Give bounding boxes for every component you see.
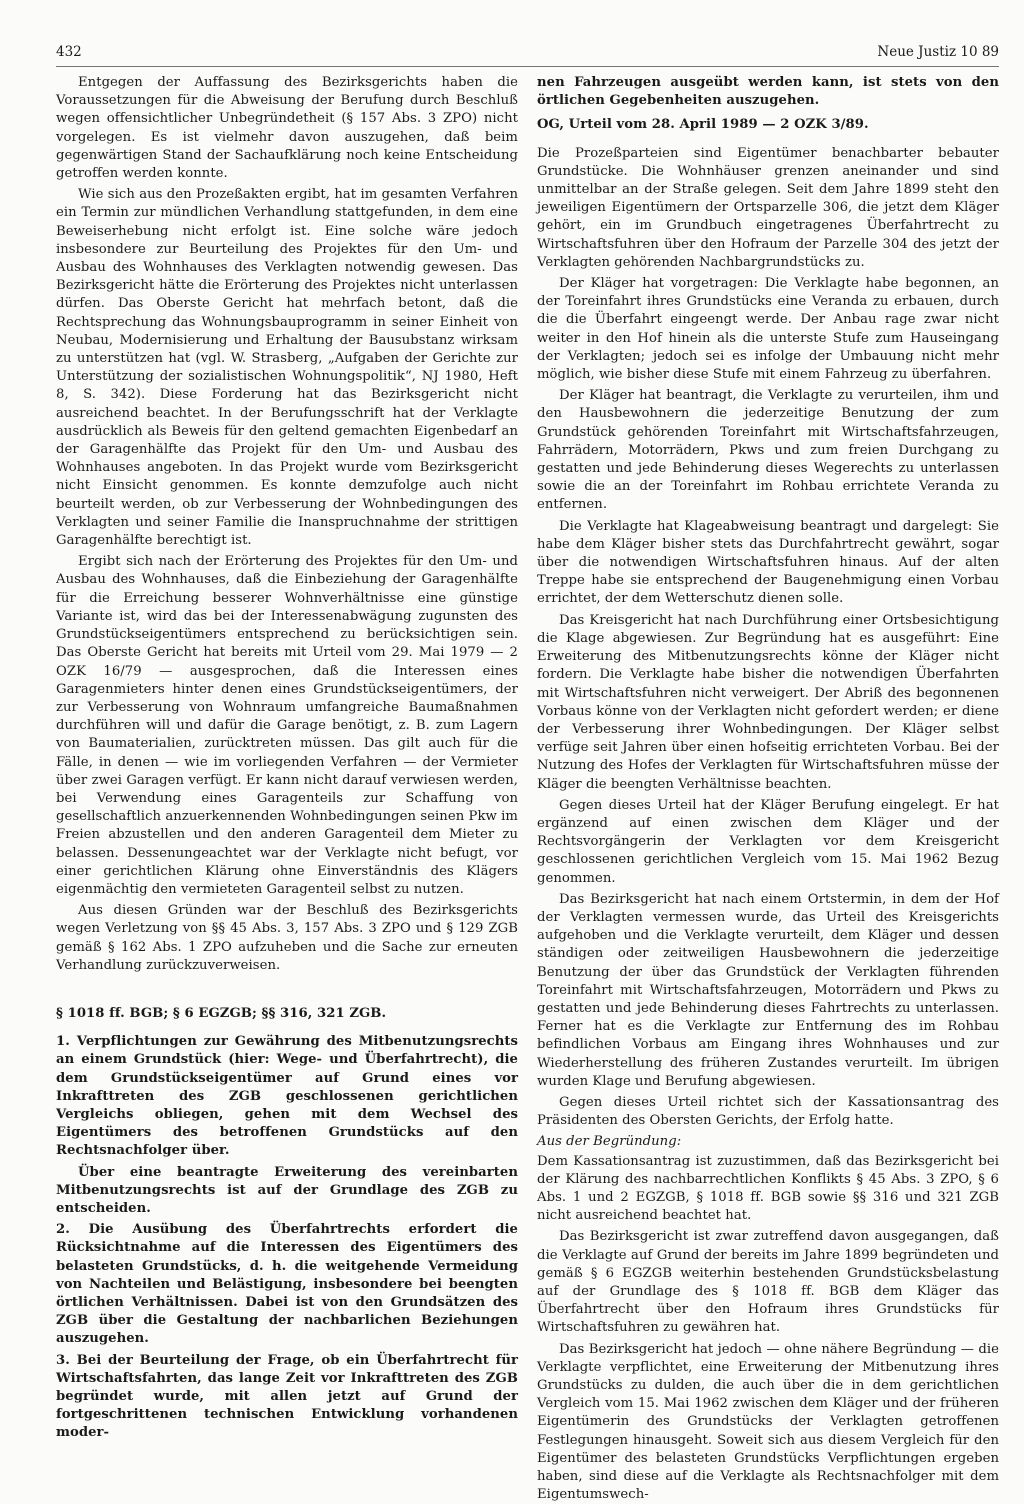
law-reference-heading: § 1018 ff. BGB; § 6 EGZGB; §§ 316, 321 ZGB. [56, 1005, 387, 1021]
paragraph: Gegen dieses Urteil richtet sich der Kassationsantrag des Präsidenten des Obersten Gerichts, der Erfolg hatte. [537, 1094, 999, 1129]
paragraph: Ergibt sich nach der Erörterung des Projektes für den Um- und Ausbau des Wohnhauses, daß die Einbeziehung der Garagenhälfte für die Erreichung besserer Wohnverhältnisse eine günstige Variante ist, wird das bei der Interessenabwägung zugunsten des Grundstückseigentümers entsprechend zu berücksichtigen sein. Das Oberste Gericht hat bereits mit Urteil vom 29. Mai 1979 — 2 OZK 16/79 — ausgesprochen, daß die Interessen eines Garagenmieters hinter denen eines Grundstückseigentümers, der zur Verbesserung von Wohnraum umfangreiche Baumaßnahmen durchführen will und dafür die Garage benötigt, z. B. zum Lagern von Baumaterialien, zurücktreten müssen. Das gilt auch für die Fälle, in denen — wie im vorliegenden Verfahren — der Vermieter über zwei Garagen verfügt. Er kann nicht darauf verwiesen werden, bei Verwendung eines Garagenteils zur Schaffung von gesellschaftlich anzuerkennenden Wohnbedingungen seinen Pkw im Freien abzustellen und den anderen Garagenteil dem Mieter zu belassen. Dessenungeachtet war der Verklagte nicht befugt, vor einer gerichtlichen Klärung ohne Einverständnis des Klägers eigenmächtig den vermieteten Garagenteil selbst zu nutzen. [56, 554, 518, 897]
left-column [56, 74, 518, 1441]
paragraph: Die Verklagte hat Klageabweisung beantragt und dargelegt: Sie habe dem Kläger bisher stets das Durchfahrtrecht gewährt, sogar über die notwendigen Wirtschaftsfuhren hinaus. Auf der alten Treppe habe sie entsprechend der Baugenehmigung einen Vorbau errichtet, der dem Wetterschutz dienen solle. [537, 518, 999, 607]
headnote-continuation: nen Fahrzeugen ausgeübt werden kann, ist stets von den örtlichen Gegebenheiten auszugehen. [537, 75, 999, 109]
paragraph: Das Bezirksgericht ist zwar zutreffend davon ausgegangen, daß die Verklagte auf Grund der bereits im Jahre 1899 begründeten und gemäß § 6 EGZGB weiterhin bestehenden Grundstücksbelastung auf der Grundlage des § 1018 ff. BGB dem Kläger das Überfahrtrecht über den Hofraum ihres Grundstücks für Wirtschaftsfuhren zu gewähren hat. [537, 1229, 999, 1336]
page-number: 432 [56, 44, 82, 60]
case-citation: OG, Urteil vom 28. April 1989 — 2 OZK 3/89. [537, 117, 869, 133]
paragraph: Gegen dieses Urteil hat der Kläger Berufung eingelegt. Er hat ergänzend auf einen zwischen dem Kläger und der Rechtsvorgängerin der Verklagten vor dem Kreisgericht geschlossenen gerichtlichen Vergleich vom 15. Mai 1962 Bezug genommen. [537, 797, 999, 886]
section-subheading: Aus der Begründung: [537, 1134, 682, 1150]
headnote: 2. Die Ausübung des Überfahrtrechts erfordert die Rücksichtnahme auf die Interessen des Eigentümers des belasteten Grundstücks, d. h. die weitgehende Vermeidung von Nachteilen und Belästigung, insbesondere bei beengten örtlichen Verhältnissen. Dabei ist von den Grundsätzen des ZGB über die Gestaltung der nachbarlichen Beziehungen auszugehen. [56, 1222, 518, 1347]
paragraph: Das Kreisgericht hat nach Durchführung einer Ortsbesichtigung die Klage abgewiesen. Zur Begründung hat es ausgeführt: Eine Erweiterung des Mitbenutzungsrechts könne der Kläger nicht fordern. Die Verklagte habe bisher die notwendigen Überfahrten mit Wirtschaftsfuhren nicht verweigert. Der Abriß des begonnenen Vorbaus könne von der Verklagten nicht gefordert werden; er diene der Verbesserung ihrer Wohnbedingungen. Der Kläger selbst verfüge seit Jahren über einen hofseitig errichteten Vorbau. Bei der Nutzung des Hofes der Verklagten für Wirtschaftsfuhren müsse der Kläger die beengten Verhältnisse beachten. [537, 612, 999, 792]
paragraph: Dem Kassationsantrag ist zuzustimmen, daß das Bezirksgericht bei der Klärung des nachbarrechtlichen Konflikts § 45 Abs. 3 ZPO, § 6 Abs. 1 und 2 EGZGB, § 1018 ff. BGB sowie §§ 316 und 321 ZGB nicht ausreichend beachtet hat. [537, 1153, 999, 1224]
page-header [56, 44, 999, 64]
paragraph: Das Bezirksgericht hat jedoch — ohne nähere Begründung — die Verklagte verpflichtet, eine Erweiterung der Mitbenutzung ihres Grundstücks zu dulden, die auch über die in dem gerichtlichen Vergleich vom 15. Mai 1962 zwischen dem Kläger und der früheren Eigentümerin des Grundstücks der Verklagten getroffenen Festlegungen hinausgeht. Soweit sich aus diesem Vergleich für den Eigentümer des belasteten Grundstücks Verpflichtungen ergeben haben, sind diese auf die Verklagte als Rechtsnachfolger mit dem Eigentumswech- [537, 1341, 999, 1503]
paragraph: Das Bezirksgericht hat nach einem Ortstermin, in dem der Hof der Verklagten vermessen wurde, das Urteil des Kreisgerichts aufgehoben und die Verklagte verurteilt, dem Kläger und dessen ständigen oder zeitweiligen Hausbewohnern die jederzeitige Benutzung der über das Grundstück der Verklagten führenden Toreinfahrt mit Wirtschaftsfahrzeugen, Motorrädern und Pkws zu gestatten und jede Behinderung dieses Fahrtrechts zu unterlassen. Ferner hat es die Verklagte zur Entfernung des im Rohbau befindlichen Vorbaus am Eingang ihres Wohnhauses und zur Wiederherstellung des früheren Zustandes verurteilt. Im übrigen wurden Klage und Berufung abgewiesen. [537, 891, 999, 1089]
right-column [537, 74, 999, 1503]
paragraph: Der Kläger hat beantragt, die Verklagte zu verurteilen, ihm und den Hausbewohnern die jederzeitige Benutzung der zum Grundstück gehörenden Toreinfahrt mit Wirtschaftsfahrzeugen, Fahrrädern, Motorrädern, Pkws und zum freien Durchgang zu gestatten und jede Behinderung dieses Wegerechts zu unterlassen sowie die an der Toreinfahrt im Rohbau errichtete Veranda zu entfernen. [537, 388, 999, 513]
paragraph: Die Prozeßparteien sind Eigentümer benachbarter bebauter Grundstücke. Die Wohnhäuser grenzen aneinander und sind unmittelbar an der Straße gelegen. Seit dem Jahre 1899 steht den jeweiligen Eigentümern der Ortsparzelle 306, die jetzt dem Kläger gehört, ein im Grundbuch eingetragenes Überfahrtrecht zu Wirtschaftsfuhren über den Hofraum der Parzelle 304 des jetzt der Verklagten gehörenden Nachbargrundstücks zu. [537, 145, 999, 270]
paragraph: Der Kläger hat vorgetragen: Die Verklagte habe begonnen, an der Toreinfahrt ihres Grundstücks eine Veranda zu erbauen, durch die die Überfahrt eingeengt werde. Der Anbau rage zwar nicht weiter in den Hof hinein als die unterste Stufe zum Hauseingang der Verklagten; jedoch sei es infolge der Umbauung nicht mehr möglich, wie bisher diese Stufe mit einem Fahrzeug zu überfahren. [537, 276, 999, 383]
paragraph: Wie sich aus den Prozeßakten ergibt, hat im gesamten Verfahren ein Termin zur mündlichen Verhandlung stattgefunden, in dem eine Beweiserhebung nicht erfolgt ist. Eine solche wäre jedoch insbesondere zur Beurteilung des Projektes für den Um- und Ausbau des Wohnhauses des Verklagten notwendig gewesen. Das Bezirksgericht hätte die Erörterung des Projektes nicht unterlassen dürfen. Das Oberste Gericht hat mehrfach betont, daß die Rechtsprechung das Wohnungsbauprogramm in seiner Einheit von Neubau, Modernisierung und Erhaltung der Bausubstanz wirksam zu unterstützen hat (vgl. W. Strasberg, „Aufgaben der Gerichte zur Unterstützung der sozialistischen Wohnungspolitik“, NJ 1980, Heft 8, S. 342). Diese Forderung hat das Bezirksgericht nicht ausreichend beachtet. In der Berufungsschrift hat der Verklagte ausdrücklich als Beweis für den geltend gemachten Eigenbedarf an der Garagenhälfte das Projekt für den Um- und Ausbau des Wohnhauses angeboten. In das Projekt wurde vom Bezirksgericht nicht Einsicht genommen. Es konnte demzufolge auch nicht beurteilt werden, ob zur Verbesserung der Wohnbedingungen des Verklagten und seiner Familie die Inanspruchnahme der strittigen Garagenhälfte berechtigt ist. [56, 187, 518, 549]
journal-issue: Neue Justiz 10 89 [877, 44, 999, 60]
headnote: 1. Verpflichtungen zur Gewährung des Mitbenutzungsrechts an einem Grundstück (hier: Wege- und Überfahrtrecht), die dem Grundstückseigentümer auf Grund eines vor Inkrafttreten des ZGB geschlossenen gerichtlichen Vergleichs obliegen, gehen mit dem Wechsel des Eigentümers des betroffenen Grundstücks auf den Rechtsnachfolger über. [56, 1034, 518, 1159]
header-rule [56, 66, 999, 67]
paragraph: Entgegen der Auffassung des Bezirksgerichts haben die Voraussetzungen für die Abweisung der Berufung durch Beschluß wegen offensichtlicher Unbegründetheit (§ 157 Abs. 3 ZPO) nicht vorgelegen. Es ist vielmehr davon auszugehen, daß beim gegenwärtigen Stand der Sachaufklärung noch keine Entscheidung getroffen werden konnte. [56, 75, 518, 182]
headnote: 3. Bei der Beurteilung der Frage, ob ein Überfahrtrecht für Wirtschaftsfahrten, das lange Zeit vor Inkrafttreten des ZGB begründet wurde, mit allen jetzt auf Grund der fortgeschrittenen technischen Entwicklung vorhandenen moder- [56, 1352, 518, 1441]
headnote: Über eine beantragte Erweiterung des vereinbarten Mitbenutzungsrechts ist auf der Grundlage des ZGB zu entscheiden. [56, 1164, 518, 1216]
paragraph: Aus diesen Gründen war der Beschluß des Bezirksgerichts wegen Verletzung von §§ 45 Abs. 3, 157 Abs. 3 ZPO und § 129 ZGB gemäß § 162 Abs. 1 ZPO aufzuheben und die Sache zur erneuten Verhandlung zurückzuverweisen. [56, 903, 518, 973]
